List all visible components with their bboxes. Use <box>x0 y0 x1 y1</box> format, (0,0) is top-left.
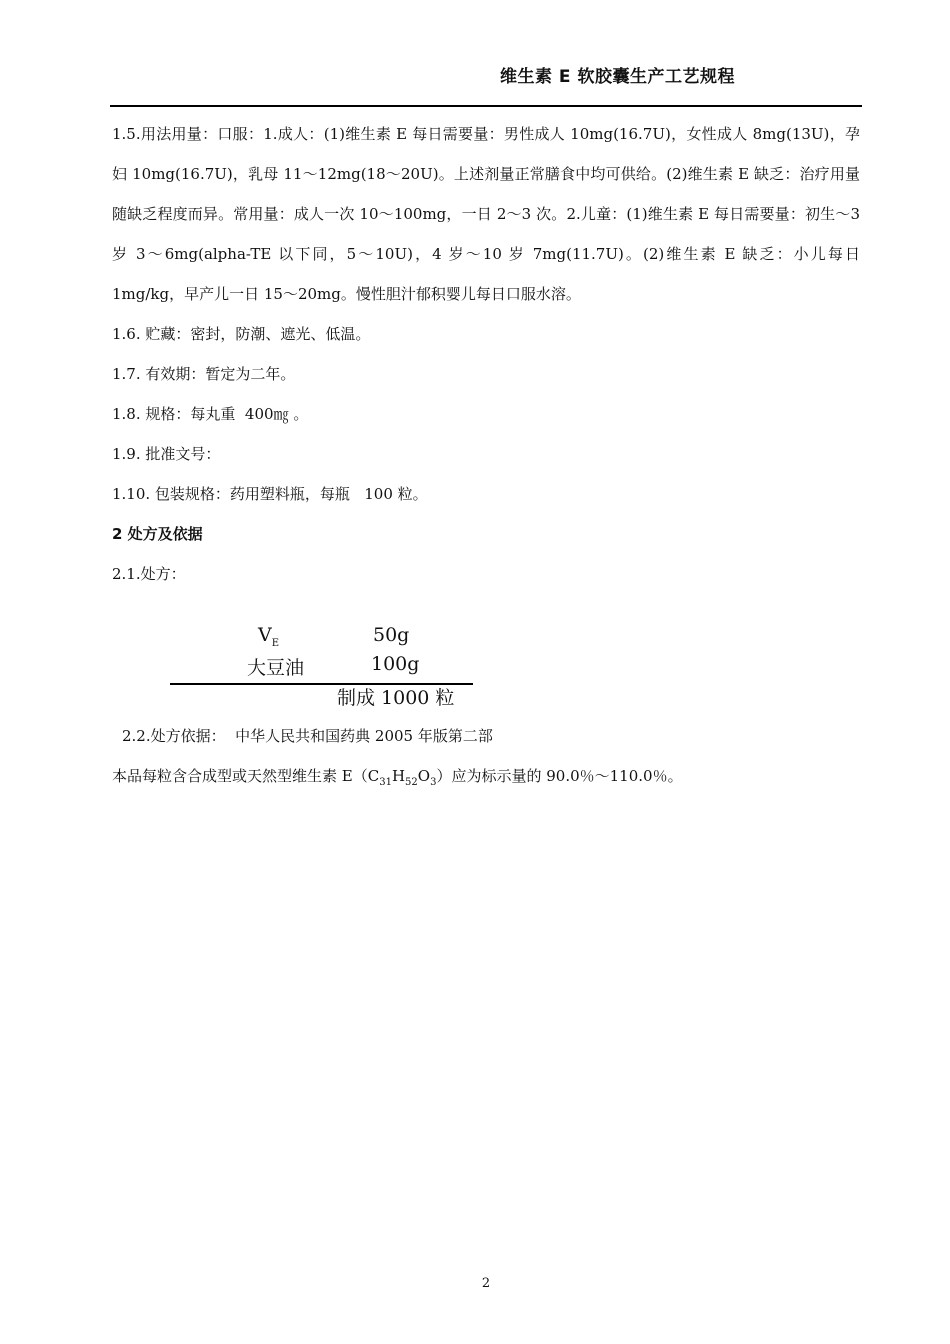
document-body <box>112 114 860 594</box>
formula-label: 2.1.处方： <box>112 565 186 583</box>
header-divider <box>110 105 862 107</box>
formula-block <box>170 624 475 714</box>
usage-paragraph: 1.5.用法用量：口服：1.成人：(1)维生素 E 每日需要量：男性成人 10mg(16.7U)，女性成人 8mg(13U)，孕妇 10mg(16.7U)，乳母 11～12mg(18～20U)。上述剂量正常膳食中均可供给。(2)维生素 E 缺乏：治疗用量随缺乏程度而异。常用量：成人一次 10～100mg，一日 2～3 次。2.儿童：(1)维生素 E 每日需要量：初生～3 岁 3～6mg(alpha-TE 以下同，5～10U)，4 岁～10 岁 7mg(11.7U)。(2)维生素 E 缺乏：小儿每日 1mg/kg，早产儿一日 15～20mg。慢性胆汁郁积婴儿每日口服水溶。 <box>112 125 860 303</box>
storage-line: 1.6. 贮藏：密封，防潮、遮光、低温。 <box>112 325 371 343</box>
page-number: 2 <box>481 1276 491 1291</box>
chem-formula: $C_{31}H_{52}O_3$ <box>367 767 437 788</box>
spec-line: 1.8. 规格：每丸重 400㎎ 。 <box>112 405 309 423</box>
basis-line: 2.2.处方依据： 中华人民共和国药典 2005 年版第二部 <box>122 727 493 745</box>
formula-yield: 制成 1000 粒 <box>337 687 455 709</box>
packaging-line: 1.10. 包装规格：药用塑料瓶，每瓶 100 粒。 <box>112 485 428 503</box>
approval-line: 1.9. 批准文号： <box>112 445 221 463</box>
content-block <box>112 756 860 803</box>
formula-ingredient-1-name: $V_E$ <box>258 624 280 649</box>
formula-ingredient-2-amount: 100g <box>371 653 420 675</box>
basis-block <box>122 716 870 756</box>
validity-line: 1.7. 有效期：暂定为二年。 <box>112 365 296 383</box>
formula-ingredient-1-amount: 50g <box>373 624 410 646</box>
formula-ingredient-2-name: 大豆油 <box>247 657 305 679</box>
content-line: 本品每粒含合成型或天然型维生素 $E(C_{31}H_{52}O_3)$应为标示量的 90.0％～110.0％。 <box>112 767 683 788</box>
document-header-title: 维生素 E 软胶囊生产工艺规程 <box>500 67 735 87</box>
section-2-heading: 2 处方及依据 <box>112 525 203 543</box>
